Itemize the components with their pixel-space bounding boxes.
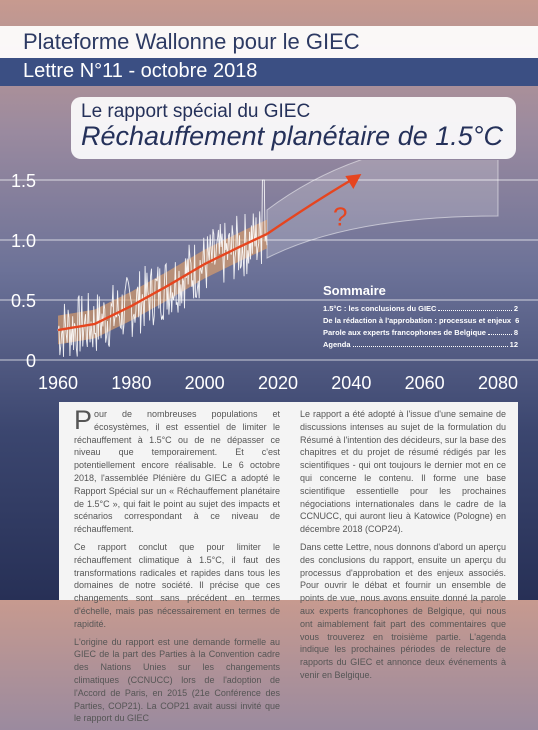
toc-item-page: 6	[515, 316, 520, 325]
article-column-right	[300, 408, 506, 687]
projection-fan-area	[267, 160, 498, 258]
header-band	[0, 0, 538, 88]
toc-leader	[353, 340, 508, 347]
x-axis-ticks	[38, 373, 518, 393]
paragraph: Ce rapport conclut que pour limiter le réchauffement climatique à 1.5°C, il faut des transformations radicales et rapides dans tous les domaines de notre société. Il précise que ces changements sont sans précédent en termes d'échelle, mais pas nécessairement en termes de rapidité.	[74, 541, 280, 629]
toc-item-page: 2	[513, 304, 518, 313]
paragraph: Pour de nombreuses populations et écosystèmes, il est essentiel de limiter le réchauffement à 1.5°C ou de ne dépasser ce niveau que temporairement. Et c'est potentiellement encore réalisable. Le 6 octobre 2018, l'assemblée Plénière du GIEC a adopté le Rapport Spécial sur un « Réchauffement planétaire de 1.5°C », qui fait le point au sujet des impacts et scénarios correspondant à ce niveau de réchauffement.	[74, 405, 280, 535]
article-column-left	[74, 405, 280, 730]
toc-item[interactable]	[323, 340, 518, 349]
y-axis-ticks	[11, 171, 36, 371]
x-tick-label: 2080	[477, 373, 519, 393]
issue-bar	[0, 58, 538, 86]
report-subtitle: Le rapport spécial du GIEC	[81, 101, 311, 122]
x-tick-label: 2040	[331, 373, 372, 393]
issue-label: Lettre N°11 - octobre 2018	[23, 60, 258, 82]
toc-item[interactable]	[323, 304, 518, 313]
x-tick-label: 2020	[257, 373, 299, 393]
projection-fan	[267, 160, 498, 258]
y-tick-label: 0	[25, 351, 36, 371]
x-tick-label: 1980	[111, 373, 152, 393]
toc-item[interactable]	[323, 316, 518, 325]
toc-item-label: 1.5°C : les conclusions du GIEC	[323, 304, 437, 313]
toc-leader	[438, 304, 511, 311]
toc-item-label: Parole aux experts francophones de Belgique	[323, 328, 486, 337]
toc-leader	[488, 328, 512, 335]
table-of-contents	[323, 283, 518, 352]
toc-item-label: De la rédaction à l'approbation : processus et enjeux	[323, 316, 512, 325]
paragraph: Le rapport a été adopté à l'issue d'une semaine de discussions intenses au sujet de la formulation du Résumé à l'intention des décideurs, sur la base des chapitres et du projet de résumé rédigés par les scientifiques - qui ont toujours le dernier mot en ce qui concerne le contenu. Il forme une base scientifique essentielle pour les prochaines négociations internationales dans le cadre de la CCNUCC, qui auront lieu à Katowice (Pologne) en décembre 2018 (COP24).	[300, 409, 506, 535]
report-title-box	[71, 97, 516, 159]
y-tick-label: 1.5	[10, 171, 36, 191]
toc-item-page: 12	[509, 340, 518, 349]
y-tick-label: 1.0	[10, 231, 36, 251]
warming-chart	[0, 160, 538, 400]
paragraph: L'origine du rapport est une demande formelle au GIEC de la part des Parties à la Convention cadre des Nations Unies sur les changements climatiques (CCNUCC) lors de l'adoption de l'Accord de Paris, en 2015 (21e Conférence des Parties, COP21). La COP21 avait aussi invité que le rapport du GIEC	[74, 636, 280, 724]
x-tick-label: 2000	[184, 373, 225, 393]
observed-series-line	[58, 180, 267, 357]
toc-item-page: 8	[513, 328, 518, 337]
observed-temperature-series	[58, 180, 267, 357]
toc-item[interactable]	[323, 328, 518, 337]
x-tick-label: 1960	[37, 373, 79, 393]
question-mark-annotation: ?	[333, 201, 348, 232]
report-title: Réchauffement planétaire de 1.5°C	[81, 121, 504, 151]
article-body	[59, 402, 518, 724]
organization-bar	[0, 26, 538, 58]
y-tick-label: 0.5	[10, 291, 36, 311]
toc-item-label: Agenda	[323, 340, 351, 349]
toc-title: Sommaire	[323, 283, 386, 298]
x-tick-label: 2060	[404, 373, 445, 393]
organization-name: Plateforme Wallonne pour le GIEC	[23, 29, 360, 54]
paragraph: Dans cette Lettre, nous donnons d'abord un aperçu des conclusions du rapport, ensuite un aperçu du processus d'approbation et des enjeux associés. Pour ouvrir le débat et fournir un ensemble de points de vue, nous avons ensuite donné la parole aux experts francophones de Belgique, qui nous ont aimablement fait part des commentaires que vous trouverez en troisième partie. L'agenda indique les prochaines périodes de relecture de rapports du GIEC et annonce deux événements à venir en Belgique.	[300, 541, 506, 680]
